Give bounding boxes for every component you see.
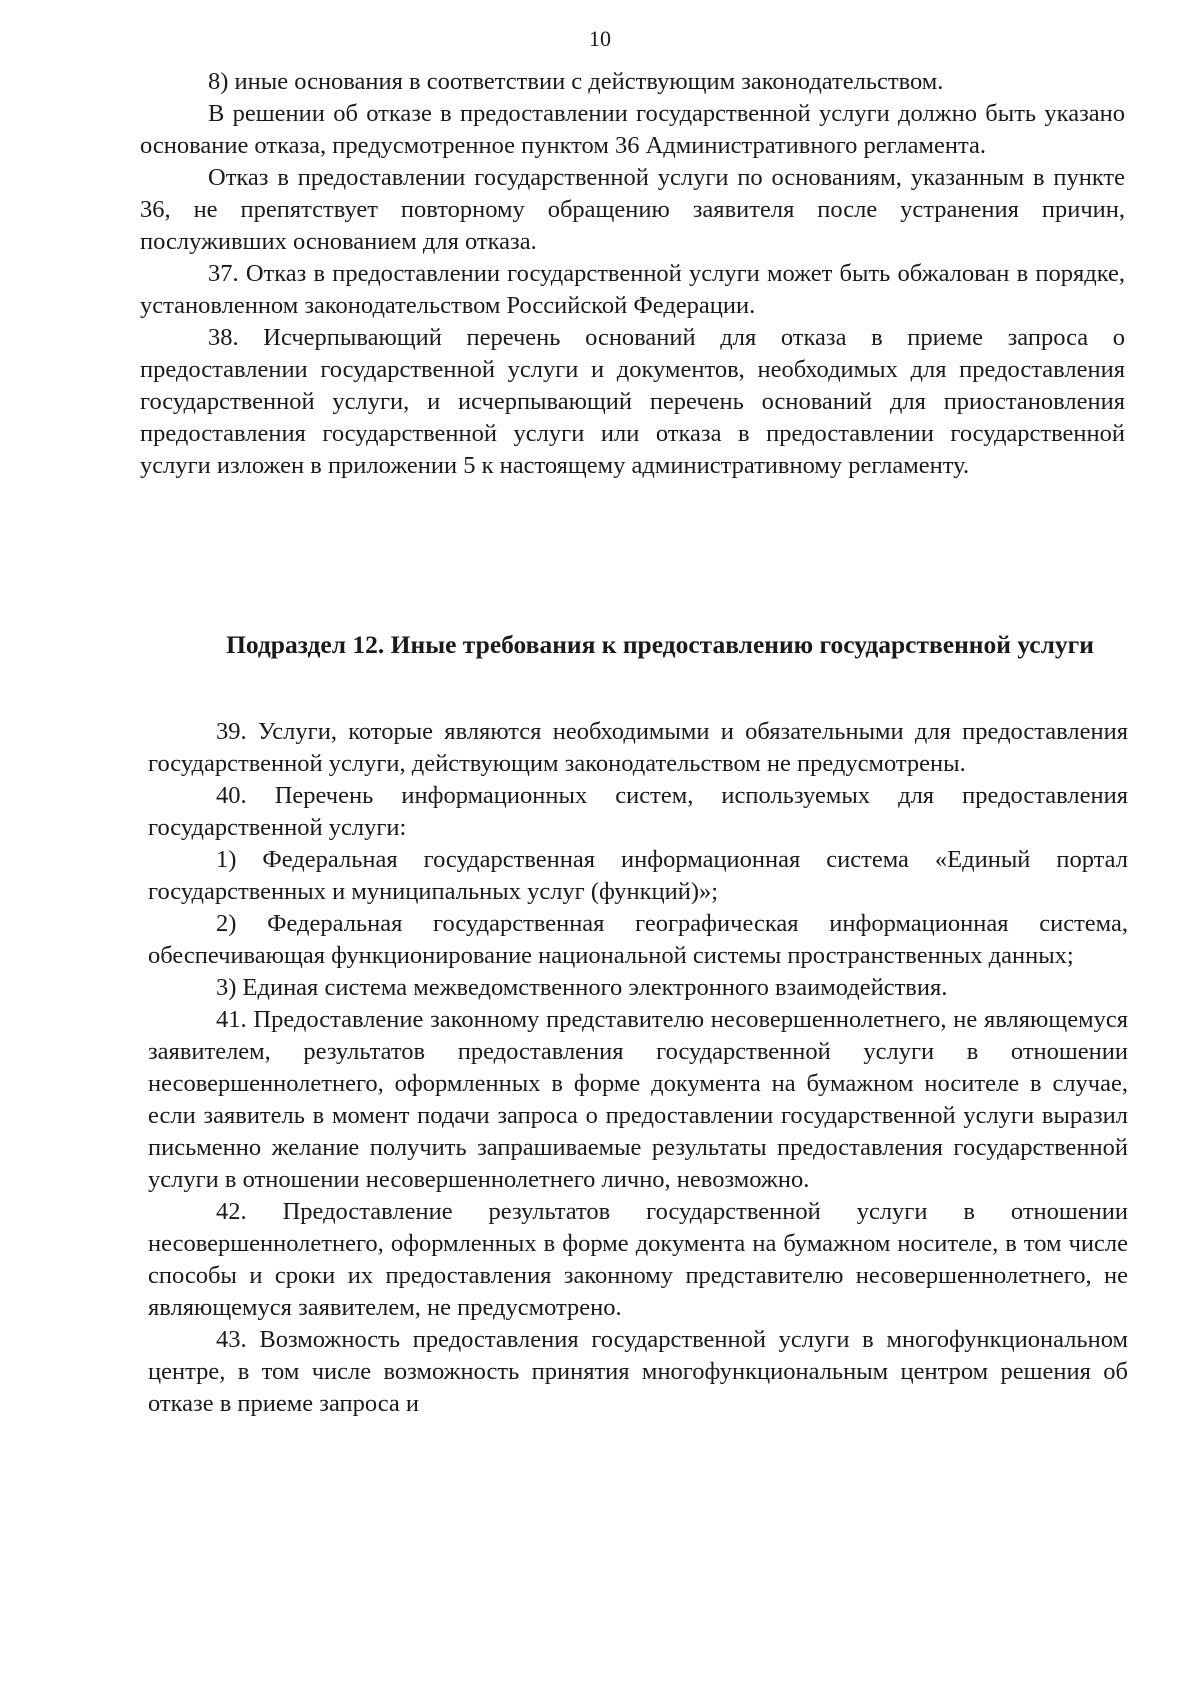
paragraph: 43. Возможность предоставления государственной услуги в многофункциональном центре, в том числе возможность принятия многофункциональным центром решения об отказе в приеме запроса и (148, 1326, 1128, 1417)
list-item: 3) Единая система межведомственного электронного взаимодействия. (216, 974, 948, 1001)
paragraph: 38. Исчерпывающий перечень оснований для отказа в приеме запроса о предоставлении государственной услуги и документов, необходимых для предоставления государственной услуги, и исчерпывающий перечень оснований для приостановления предоставления государственной услуги или отказа в предоставлении государственной услуги изложен в приложении 5 к настоящему административному регламенту. (140, 324, 1125, 479)
section-heading: Подраздел 12. Иные требования к предоставлению государственной услуги (226, 630, 1094, 659)
paragraph: 8) иные основания в соответствии с действующим законодательством. (208, 68, 944, 95)
paragraph: 41. Предоставление законному представителю несовершеннолетнего, не являющемуся заявителем, результатов предоставления государственной услуги в отношении несовершеннолетнего, оформленных в форме документа на бумажном носителе в случае, если заявитель в момент подачи запроса о предоставлении государственной услуги выразил письменно желание получить запрашиваемые результаты предоставления государственной услуги в отношении несовершеннолетнего лично, невозможно. (148, 1006, 1128, 1193)
paragraph: 40. Перечень информационных систем, используемых для предоставления государственной услуги: (148, 782, 1128, 841)
text-block-top (140, 66, 1125, 482)
paragraph: В решении об отказе в предоставлении государственной услуги должно быть указано основание отказа, предусмотренное пунктом 36 Административного регламента. (140, 100, 1125, 159)
page-number: 10 (589, 26, 611, 51)
paragraph: 37. Отказ в предоставлении государственной услуги может быть обжалован в порядке, установленном законодательством Российской Федерации. (140, 260, 1125, 319)
paragraph: Отказ в предоставлении государственной услуги по основаниям, указанным в пункте 36, не препятствует повторному обращению заявителя после устранения причин, послуживших основанием для отказа. (140, 164, 1125, 255)
list-item: 2) Федеральная государственная географическая информационная система, обеспечивающая функционирование национальной системы пространственных данных; (148, 910, 1128, 969)
paragraph: 39. Услуги, которые являются необходимыми и обязательными для предоставления государственной услуги, действующим законодательством не предусмотрены. (148, 718, 1128, 777)
list-item: 1) Федеральная государственная информационная система «Единый портал государственных и муниципальных услуг (функций)»; (148, 846, 1128, 905)
text-block-bottom (148, 716, 1128, 1420)
paragraph: 42. Предоставление результатов государственной услуги в отношении несовершеннолетнего, оформленных в форме документа на бумажном носителе, в том числе способы и сроки их предоставления законному представителю несовершеннолетнего, не являющемуся заявителем, не предусмотрено. (148, 1198, 1128, 1321)
